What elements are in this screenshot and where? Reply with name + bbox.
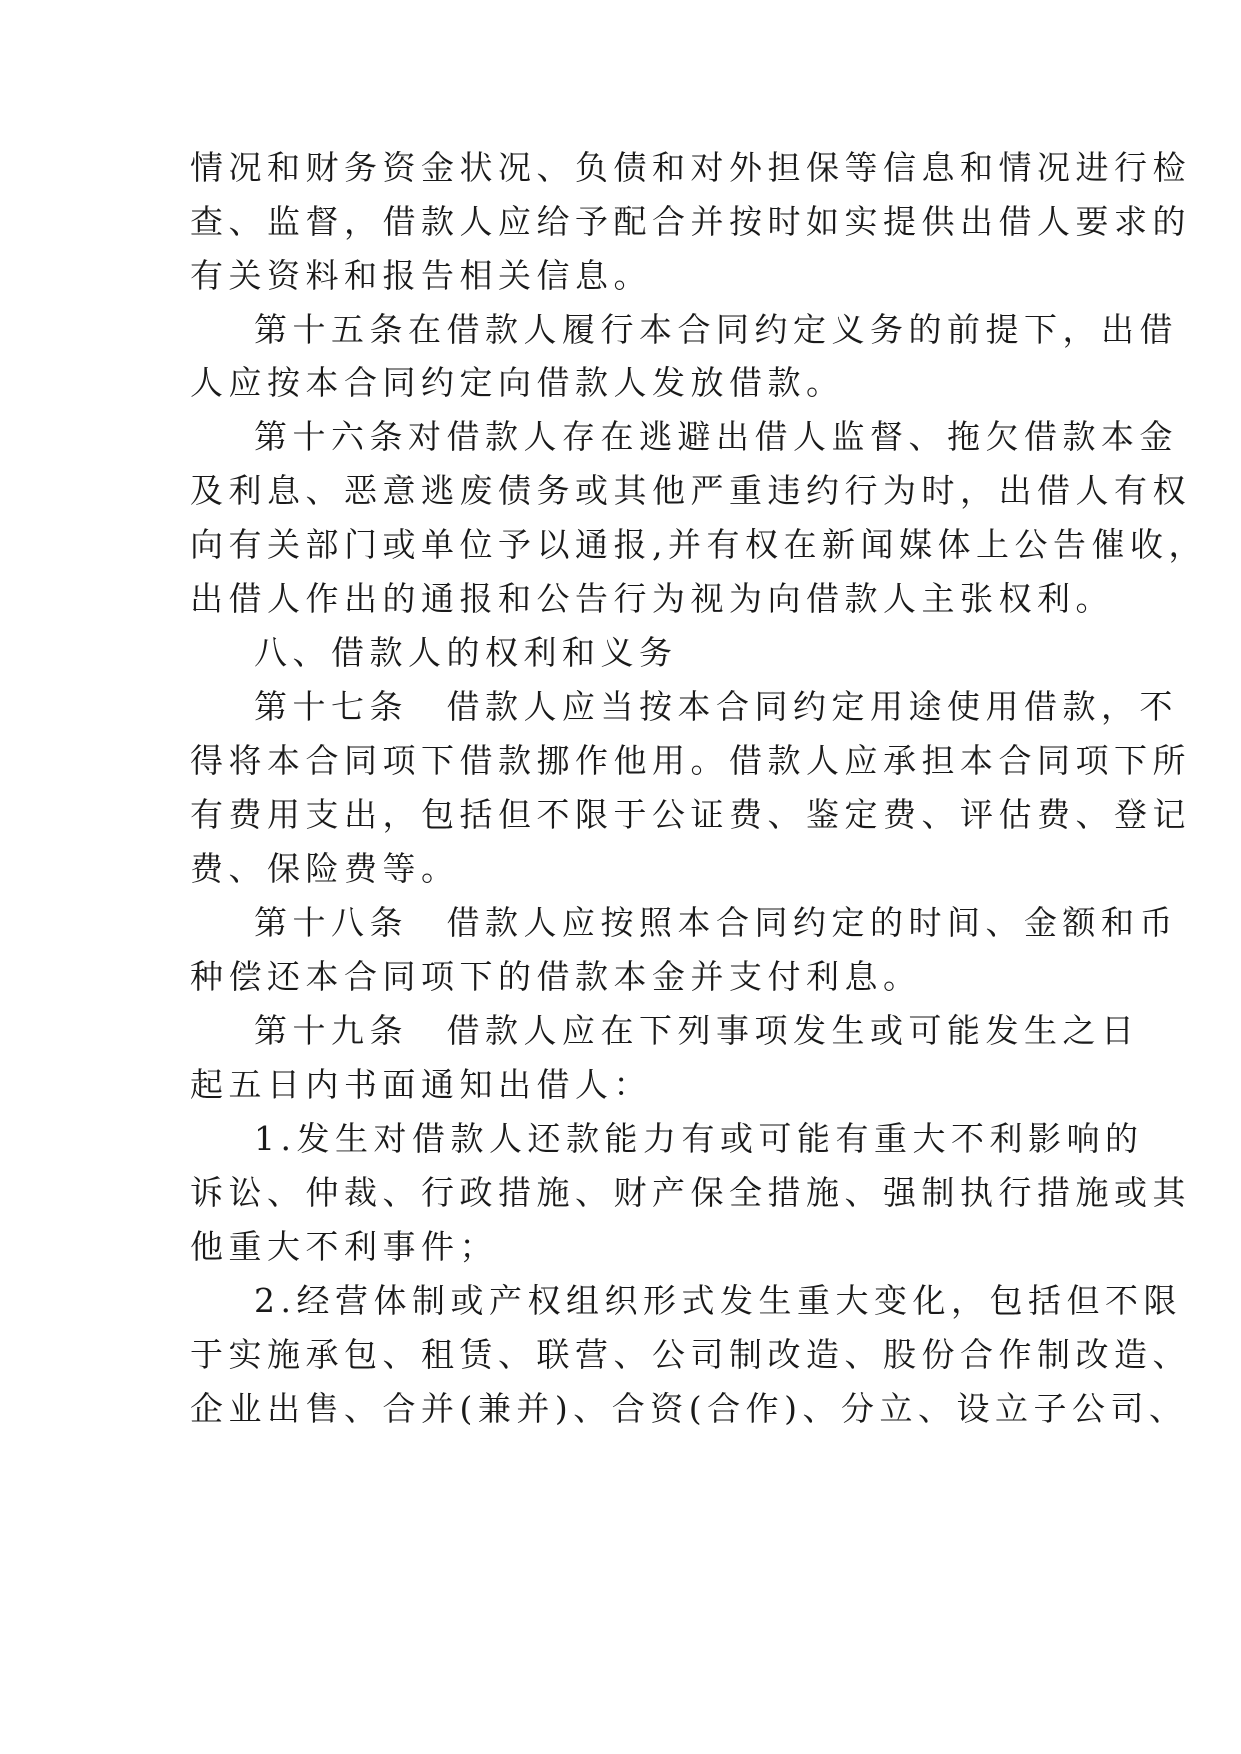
text-line-2: 查、监督，借款人应给予配合并按时如实提供出借人要求的	[190, 202, 1191, 241]
list-item-1-line-3: 他重大不利事件；	[190, 1227, 498, 1266]
text-line-4: 第十五条在借款人履行本合同约定义务的前提下，出借	[254, 310, 1178, 349]
text-line-14: 费、保险费等。	[190, 849, 460, 888]
text-line-3: 有关资料和报告相关信息。	[190, 256, 652, 295]
text-line-8: 向有关部门或单位予以通报,并有权在新闻媒体上公告催收，	[190, 525, 1207, 564]
list-item-1-line-2: 诉讼、仲裁、行政措施、财产保全措施、强制执行措施或其	[190, 1173, 1191, 1212]
text-line-18: 起五日内书面通知出借人：	[190, 1065, 652, 1104]
text-line-17: 第十九条 借款人应在下列事项发生或可能发生之日	[254, 1011, 1140, 1050]
list-item-2-line-2: 于实施承包、租赁、联营、公司制改造、股份合作制改造、	[190, 1335, 1191, 1374]
text-line-7: 及利息、恶意逃废债务或其他严重违约行为时，出借人有权	[190, 471, 1191, 510]
text-line-1: 情况和财务资金状况、负债和对外担保等信息和情况进行检	[190, 148, 1191, 187]
list-item-1-line-1: 1.发生对借款人还款能力有或可能有重大不利影响的	[254, 1119, 1144, 1158]
text-line-6: 第十六条对借款人存在逃避出借人监督、拖欠借款本金	[254, 417, 1178, 456]
list-item-2-line-3: 企业出售、合并(兼并)、合资(合作)、分立、设立子公司、	[190, 1389, 1188, 1428]
text-line-5: 人应按本合同约定向借款人发放借款。	[190, 363, 845, 402]
list-item-2-line-1: 2.经营体制或产权组织形式发生重大变化，包括但不限	[254, 1281, 1182, 1320]
text-line-16: 种偿还本合同项下的借款本金并支付利息。	[190, 957, 922, 996]
text-line-11: 第十七条 借款人应当按本合同约定用途使用借款，不	[254, 687, 1178, 726]
text-line-15: 第十八条 借款人应按照本合同约定的时间、金额和币	[254, 903, 1178, 942]
section-heading: 八、借款人的权利和义务	[254, 633, 678, 672]
text-line-12: 得将本合同项下借款挪作他用。借款人应承担本合同项下所	[190, 741, 1191, 780]
text-line-9: 出借人作出的通报和公告行为视为向借款人主张权利。	[190, 579, 1114, 618]
text-line-13: 有费用支出，包括但不限于公证费、鉴定费、评估费、登记	[190, 795, 1191, 834]
